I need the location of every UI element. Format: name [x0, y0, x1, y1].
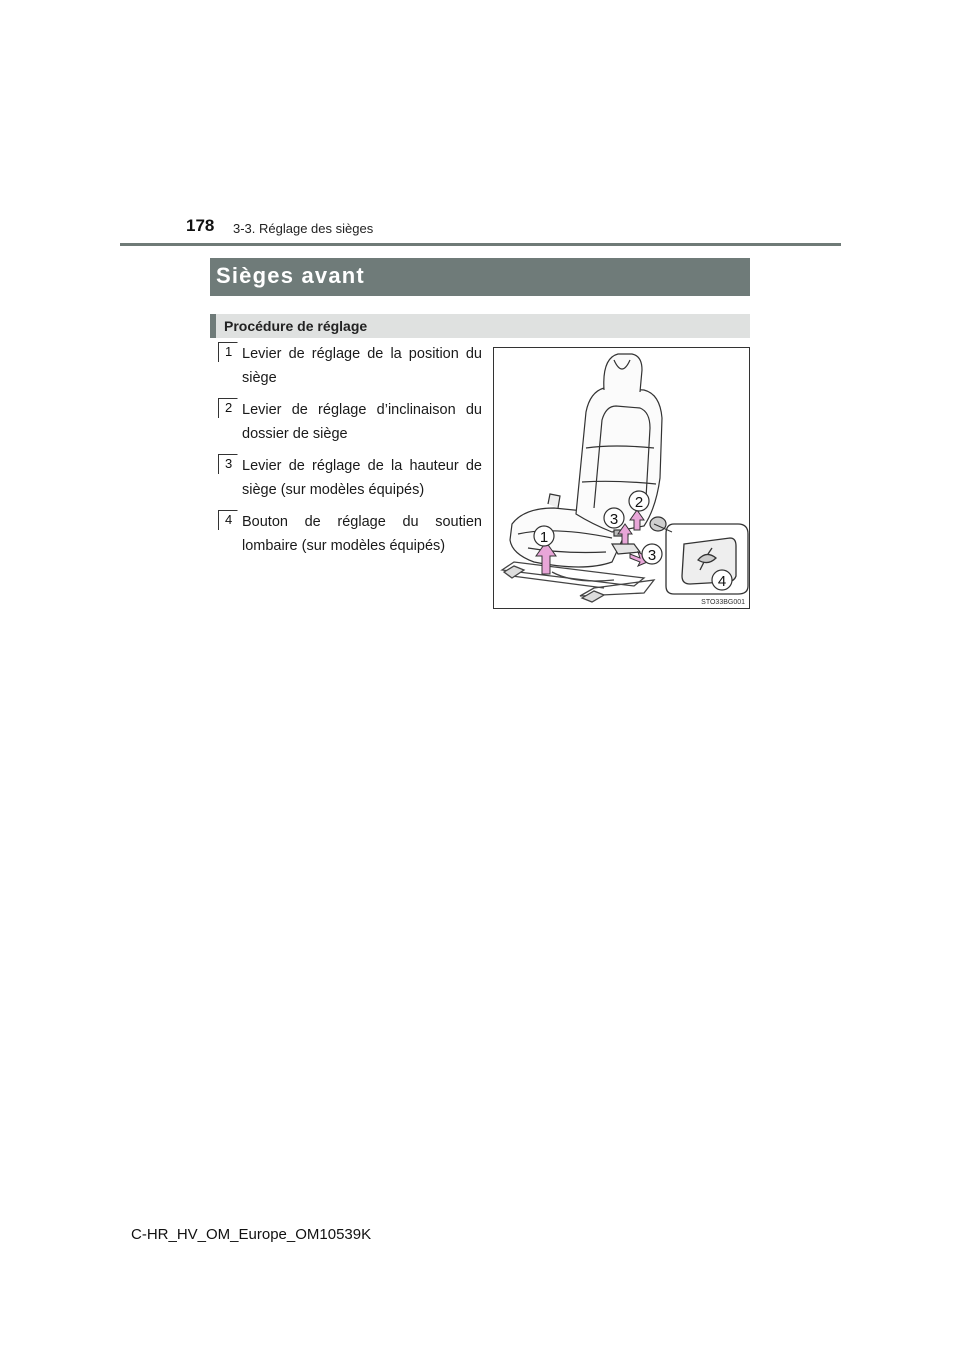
item-number-box: [218, 398, 238, 418]
subheading-title: Procédure de réglage: [224, 318, 368, 334]
callout-label: 2: [634, 494, 644, 511]
item-text: Bouton de réglage du soutien lombaire (sur modèles équipés): [242, 514, 482, 554]
item-number: 1: [225, 344, 233, 359]
header-rule: [120, 243, 841, 246]
list-item: [210, 342, 482, 390]
page-number: 178: [186, 216, 215, 235]
item-text: Levier de réglage de la position du siège: [242, 346, 482, 386]
list-item: [210, 398, 482, 446]
callout-label: 1: [539, 529, 549, 546]
lumbar-inset: [666, 524, 748, 594]
callout-label: 3: [609, 511, 619, 528]
item-number-box: [218, 342, 238, 362]
seat-rails: [502, 562, 654, 602]
item-number: 4: [225, 512, 233, 527]
list-item: [210, 454, 482, 502]
item-number-box: [218, 454, 238, 474]
footer-doc-id: C-HR_HV_OM_Europe_OM10539K: [131, 1226, 372, 1243]
section-title: Sièges avant: [216, 263, 365, 288]
callout-label: 3: [647, 547, 657, 564]
item-text: Levier de réglage de la hauteur de siège (sur modèles équipés): [242, 458, 482, 498]
seat-illustration: [493, 347, 750, 609]
subheading-accent: [210, 314, 216, 338]
headrest: [604, 354, 642, 392]
subheading-bar: [210, 314, 750, 338]
figure-code: STO33BG001: [701, 599, 745, 606]
callout-label: 4: [717, 573, 727, 590]
list-item: [210, 510, 482, 558]
item-list: [210, 342, 482, 566]
section-title-bar: [210, 258, 750, 296]
item-number: 2: [225, 400, 233, 415]
item-number-box: [218, 510, 238, 530]
item-text: Levier de réglage d’inclinaison du dossier de siège: [242, 402, 482, 442]
item-number: 3: [225, 456, 233, 471]
section-reference: 3-3. Réglage des sièges: [233, 221, 374, 236]
